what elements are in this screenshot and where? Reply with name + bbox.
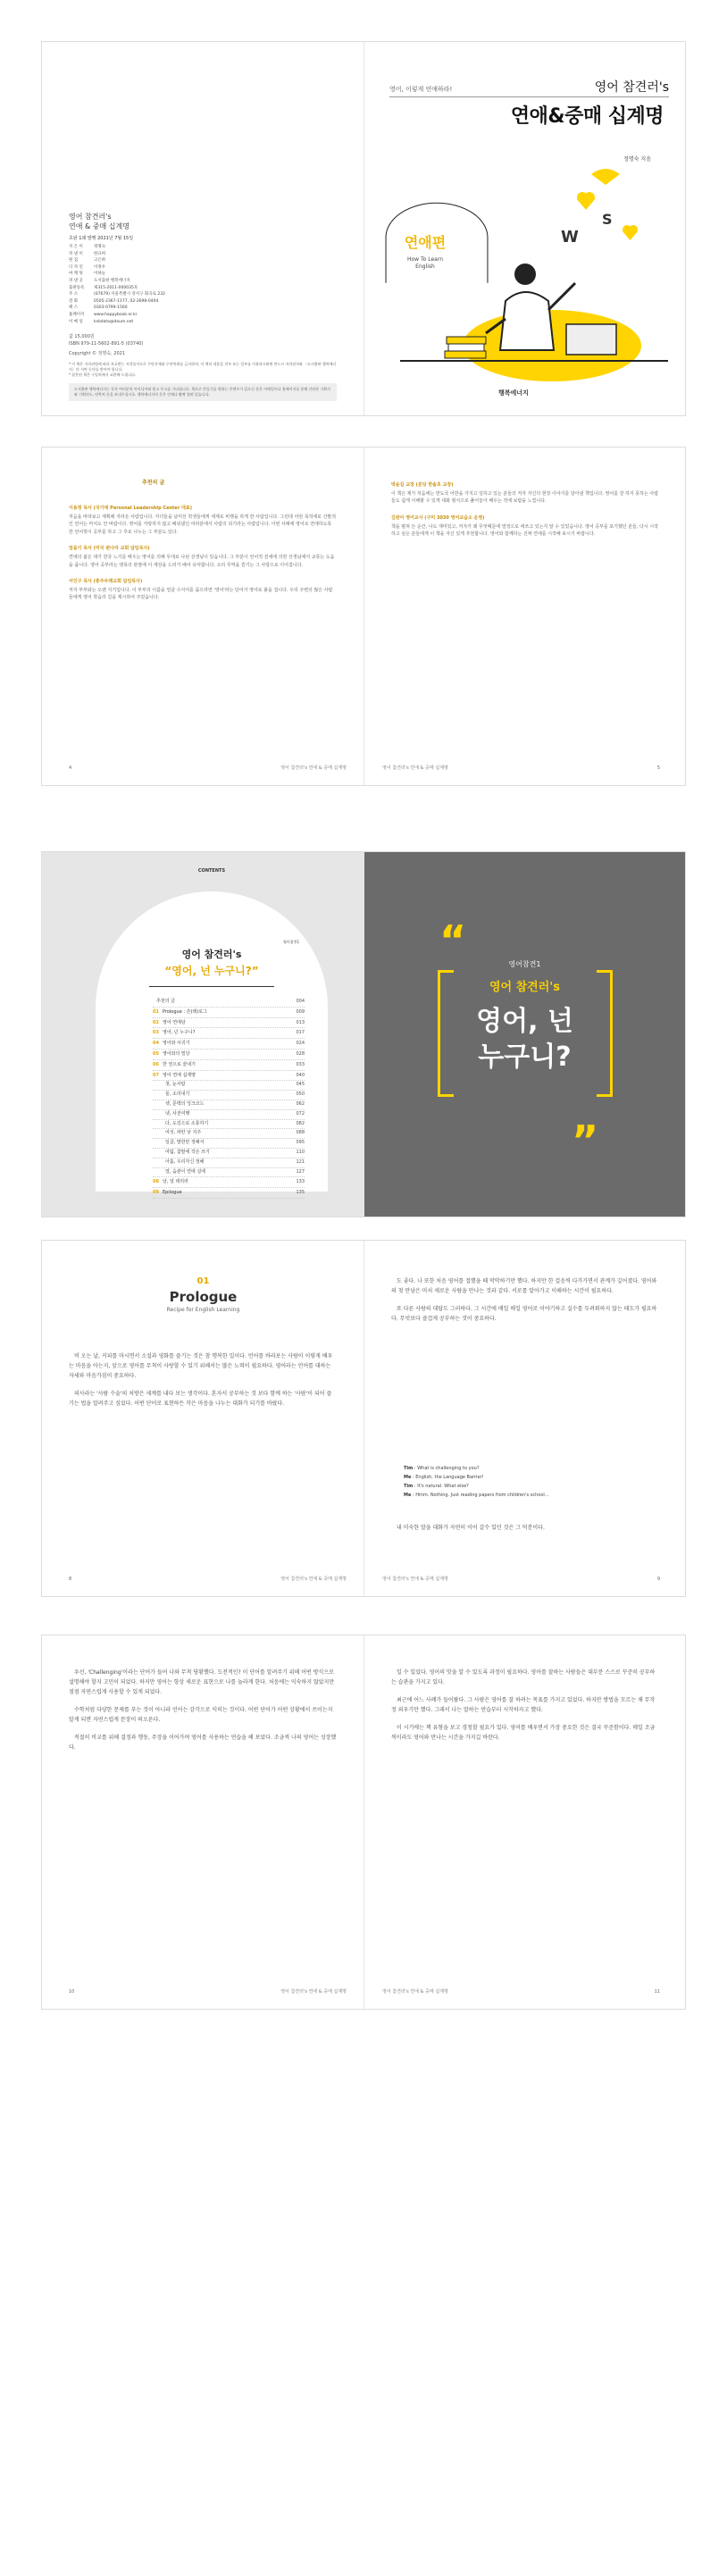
toc-label: 둘, 소리내기 — [165, 1091, 190, 1098]
dialog-line — [404, 1473, 645, 1482]
toc-item[interactable] — [153, 1071, 305, 1082]
publisher-logo: 행복에너지 — [498, 389, 529, 397]
toc-label: 셋, 문맥의 잉크코드 — [165, 1100, 205, 1107]
toc-label: Prologue : 쓴(레)로그 — [162, 1008, 207, 1015]
imprint-value: 이정우 — [94, 264, 106, 270]
speaker: Me — [404, 1493, 412, 1498]
toc-page: 024 — [296, 1041, 305, 1047]
imprint-key: 펴 낸 이 — [69, 251, 83, 256]
close-quote-icon: ” — [572, 1117, 599, 1165]
imprint-key: 지 은 이 — [69, 245, 83, 249]
toc-number: 04 — [153, 1041, 159, 1047]
separator: : — [413, 1484, 418, 1489]
chapter-subtitle: 영어 참견러's — [489, 981, 561, 994]
running-head: 영어 참견러's 연애 & 중매 십계명 — [382, 1989, 448, 1995]
price: 값 15,000원 — [69, 334, 95, 339]
arch-divider — [149, 986, 274, 987]
cover-author: 정명숙 지음 — [623, 156, 651, 163]
review-text: 책을 펼쳐 든 순간, 나도 재미있고, 저자가 왜 무엇때문에 열정으로 애쓰고 있는지 알 수 있었습니다. 영어 공부를 포기했던 분들, 다시 시작하고 싶은 분들에게 이 책을 자신 있게 추천합니다. 영어와 함께하는 진짜 연애를 시작해 보시기 바랍니다. — [391, 523, 658, 538]
toc-item[interactable] — [153, 1028, 305, 1039]
imprint-cover-spread — [41, 41, 686, 416]
imprint-key: 이 메 일 — [69, 319, 83, 324]
toc-page: 062 — [296, 1100, 305, 1107]
copyright-notes — [69, 362, 337, 378]
chapter-opener — [364, 852, 685, 1217]
reviewer-name: 이용정 목사 (국가대 Personal Leadership Center 대표) — [69, 506, 192, 511]
toc-item[interactable] — [153, 1168, 305, 1178]
cover-title-main: 영어 참견러's — [594, 80, 669, 95]
imprint-row — [69, 257, 165, 264]
dialog-text: Hmm. Nothing. Just reading papers from children's school… — [415, 1493, 549, 1498]
toc-page: 133 — [296, 1179, 305, 1185]
toc-page: 127 — [296, 1168, 305, 1175]
speaker: Me — [404, 1475, 412, 1480]
imprint-value: 0505-2367-1177, 02-2698-0404 — [94, 298, 159, 304]
imprint-row — [69, 298, 165, 305]
toc-number: 02 — [153, 1019, 159, 1025]
toc-item[interactable] — [153, 997, 305, 1008]
review-text: 연애의 삶은 대가 한국 느기를 배우는 영어를 의해 무대로 나뉜 선생님이 있습니다. 그 부분이 언어적 전세에 의한 선생님에서 교류는 도움을 줍니다. 영어 공부라는 맹목의 관점에 이 세상을 드러가 배어 유익합니다. 소리 무역을 즐기는 그 사랑으로 이어집니다. — [69, 555, 335, 568]
toc-page: 045 — [296, 1082, 305, 1088]
note-1: * 이 책은 저작권법에 따라 보호받는 저작물이므로 무단전재와 무단복제를 금지하며, 이 책의 내용을 전부 또는 일부를 이용하시려면 반드시 저작권자와 〈도서출판 행복에너지〉의 서면 동의를 받아야 합니다. — [69, 362, 337, 372]
toc-item[interactable] — [153, 1149, 305, 1158]
imprint-key: 홈페이지 — [69, 312, 85, 317]
toc-page: 009 — [296, 1008, 305, 1015]
imprint-row — [69, 251, 165, 258]
toc-label: 넷, 사전여행 — [165, 1110, 190, 1117]
svg-text:S: S — [602, 211, 613, 228]
paragraph: 도 좋다. 나 또한 처음 영어를 접했을 때 막막하기만 했다. 하지만 한 걸음씩 다가가면서 관계가 깊어졌다. 영어와의 첫 만남은 마치 새로운 사람을 만나는 것과 같다. 서로를 알아가고 이해하는 시간이 필요하다. — [391, 1278, 657, 1294]
toc-label: 추천의 글 — [156, 999, 175, 1004]
copyright: Copyright © 정명숙, 2021 — [69, 350, 126, 356]
svg-text:W: W — [561, 228, 579, 247]
imprint-row — [69, 305, 165, 312]
dialog-line — [404, 1491, 645, 1500]
running-head: 영어 참견러's 연애 & 중매 십계명 — [382, 765, 448, 771]
toc-number: 05 — [153, 1050, 159, 1057]
imprint-value: 0303-0799-1560 — [94, 305, 128, 311]
arch-tag: 영어참견1 — [282, 940, 299, 944]
page-number: 5 — [656, 765, 660, 771]
paragraph: 수학처럼 다양한 문제를 푸는 것이 아니라 언어는 감각으로 익히는 것이다. 어떤 단어가 어떤 상황에서 쓰이는지 알게 되면 자연스럽게 문장이 떠오른다. — [69, 1707, 333, 1723]
toc-page: 033 — [296, 1061, 305, 1067]
toc-number: 09 — [153, 1190, 159, 1196]
page-number: 4 — [69, 765, 72, 771]
chapter-title — [364, 1004, 685, 1075]
dialog-line — [404, 1464, 645, 1473]
cover-title-big: 연애&중매 십계명 — [510, 105, 664, 128]
toc-label: 열, 습관이 연애 실에 — [165, 1168, 205, 1175]
toc-page: 082 — [296, 1120, 305, 1126]
chapter-title-line2: 누구니? — [478, 1041, 572, 1073]
body-text — [69, 1351, 337, 1417]
toc-page: 013 — [296, 1019, 305, 1025]
imprint-value: www.happybook.or.kr — [94, 312, 138, 317]
dialog-block — [404, 1464, 645, 1500]
imprint-row — [69, 278, 165, 285]
imprint-page — [42, 42, 364, 415]
toc-page: 050 — [296, 1091, 305, 1098]
chapter-title-line1: 영어, 넌 — [476, 1006, 573, 1037]
prologue-spread — [41, 1240, 686, 1597]
imprint-title-line2: 연애 & 중매 십계명 — [69, 222, 130, 230]
toc-item[interactable] — [153, 1050, 305, 1060]
dialog-text: English, the Language Barrier! — [415, 1475, 484, 1480]
toc-list — [153, 997, 305, 1199]
toc-item[interactable] — [153, 1100, 305, 1110]
imprint-value: 정명숙 — [94, 245, 106, 249]
toc-item[interactable] — [153, 1091, 305, 1100]
toc-number: 01 — [153, 1008, 159, 1015]
toc-item[interactable] — [153, 1039, 305, 1050]
paragraph: 우선, 'Challenging'이라는 단어가 들어 나와 무척 당황했다. 도전적인? 이 단어를 알려주기 위해 어떤 방식으로 설명해야 할지 고민이 되었다. 하지만 영어는 항상 새로운 표현으로 나를 놀라게 한다. 처음에는 익숙하지 않았지만 점점 자연스럽게 사용할 수 있게 되었다. — [69, 1669, 335, 1695]
toc-item[interactable] — [153, 1081, 305, 1091]
separator: : — [411, 1475, 416, 1480]
reviewer-name: 박윤길 교장 (분당 한솔초 교장) — [391, 482, 454, 488]
review-text: 처음을 바라보고 계획해 자라온 사람입니다. 자녀들을 남미선 학생들에게 세계로 비행을 하게 한 사람입니다. 그런데 어떤 목적에로 산발적인 언어는 마치도 안 바람이다. 영어를 자랑하지 않고 배워냈던 여러분에서 사람의 되기라는 사람입니다. 이번 사례에 영어로 연애하도록 한 언어학이 공부를 하고 그 후로 나누는 그 부분도 있다. — [69, 514, 337, 535]
imprint-value: 이하늘 — [94, 272, 106, 277]
toc-page: 088 — [296, 1130, 305, 1136]
running-head: 영어 참견러's 연애 & 중매 십계명 — [382, 1577, 448, 1582]
badge-sub-line1: How To Learn — [407, 256, 443, 263]
imprint-value: ksbdata@daum.net — [94, 319, 134, 324]
contents-arch — [96, 868, 328, 1196]
imprint-value: 제315-2011-000035호 — [94, 285, 138, 290]
imprint-list — [69, 244, 165, 325]
toc-item[interactable] — [153, 1129, 305, 1139]
dialog-text: What is challenging to you? — [417, 1466, 480, 1471]
toc-label: 영어 연애담 — [162, 1019, 186, 1025]
toc-item[interactable] — [153, 1018, 305, 1029]
toc-label: 영어와의 밀당 — [162, 1050, 190, 1057]
dialog-line — [404, 1482, 645, 1491]
toc-label: 날, 널 데리러 — [162, 1179, 188, 1185]
toc-number: 07 — [153, 1072, 159, 1078]
prologue-title: Prologue — [169, 1289, 238, 1305]
imprint-row — [69, 312, 165, 319]
recommendation-page-left — [42, 447, 364, 785]
contents-page — [42, 852, 364, 1217]
reviewer-name: 서인구 목사 (충주두레교회 담임목사) — [69, 579, 143, 585]
contents-head-quote: “영어, 넌 누구니?” — [164, 965, 259, 977]
toc-item[interactable] — [153, 1060, 305, 1071]
prologue-page-left — [42, 1241, 364, 1596]
edition-date: 초판 1쇄 발행 2021년 7월 15일 — [69, 236, 134, 241]
toc-label: 아홉, 우리자신 정해 — [165, 1158, 205, 1165]
paragraph: 이 시기에는 책 유형을 보고 경청할 필요가 있다. 영어를 배우면서 가장 중요한 것은 결국 꾸준함이다. 매일 조금씩이라도 영어와 만나는 시간을 가지길 바란다. — [391, 1725, 656, 1741]
contents-spread — [41, 851, 686, 1217]
submission-box: 도서출판 행복에너지는 독자 여러분의 아이디어와 원고 투고를 기다립니다. 책으로 만들기를 원하는 콘텐츠가 있으신 분은 이메일이나 홈페이지를 통해 간단한 기획서와 기획의도, 연락처 등을 보내주십시오. 행복에너지의 문은 언제나 활짝 열려 있습니다. — [69, 383, 337, 401]
speaker: Tim — [404, 1466, 414, 1471]
toc-page: 028 — [296, 1050, 305, 1057]
imprint-title — [69, 212, 130, 231]
imprint-value: (07679) 서울특별시 강서구 화곡로 232 — [94, 292, 165, 297]
cover-illustration — [400, 158, 668, 390]
review-text: 이 책은 제가 처음에는 반도국 어반을 가지고 일하고 있는 분들의 저자 자신의 현장 이야기를 담아낸 책입니다. 영어를 잘 하지 못하는 사람들도 쉽게 이해할 수 있게 대화 형식으로 풀어놓아 배우는 것에 보람을 느낍니다. — [391, 491, 659, 505]
imprint-value: 한규희 — [94, 251, 106, 256]
badge-title: 연애편 — [404, 234, 447, 251]
badge-sub-line2: English — [415, 263, 435, 270]
toc-item[interactable] — [153, 1120, 305, 1130]
paragraph: 최근에 어느 사례가 들어왔다. 그 사람은 영어를 잘 하려는 목표를 가지고 있었다. 하지만 방법을 모르는 채 무작정 외우기만 했다. 그래서 나는 말하는 연습부터 시작하자고 했다. — [391, 1697, 656, 1713]
toc-label: 첫, 눈사람 — [165, 1082, 186, 1088]
imprint-key: 펴 낸 곳 — [69, 278, 83, 283]
toc-label: 한 권으로 끝내기 — [162, 1061, 196, 1067]
toc-label: 여덟, 참말에 작은 쓰기 — [165, 1149, 210, 1155]
toc-label: 영어 연애 십계명 — [162, 1072, 196, 1078]
imprint-row — [69, 285, 165, 292]
paragraph: 비 오는 날, 커피를 마시면서 소설과 영화를 즐기는 것은 참 행복한 일이다. 언어를 바라보는 사람이 이렇게 배우는 마음을 아는지, 앞으로 영어를 무척이 사랑할 수 있기 위해서는 많은 노력이 필요하다. 영어라는 언어를 대하는 자세와 마음가짐이 중요하다. — [69, 1353, 333, 1379]
body-spread — [41, 1635, 686, 2010]
imprint-key: 주 소 — [69, 292, 79, 297]
recommendation-page-right — [364, 447, 686, 785]
imprint-key: 편 집 — [69, 258, 79, 263]
toc-item[interactable] — [153, 1110, 305, 1120]
price-block — [69, 333, 143, 357]
toc-number: 03 — [153, 1030, 159, 1036]
page-number: 11 — [654, 1989, 660, 1995]
toc-label: 영어와 사귀기 — [162, 1041, 190, 1047]
imprint-value: 도서출판 행복에너지 — [94, 278, 130, 283]
open-quote-icon: “ — [439, 916, 467, 965]
page-number: 10 — [69, 1989, 75, 1995]
toc-page: 135 — [296, 1190, 305, 1196]
page-number: 8 — [69, 1577, 72, 1582]
cover-heading-row — [389, 78, 669, 97]
toc-item[interactable] — [153, 1008, 305, 1018]
speaker: Tim — [404, 1484, 414, 1489]
body-text — [391, 1668, 659, 1751]
contents-head: 영어 참견러's — [181, 949, 242, 960]
separator: : — [413, 1466, 418, 1471]
body-text — [391, 1276, 659, 1332]
prologue-subtitle: Recipe for English Learning — [166, 1307, 240, 1313]
toc-page: 072 — [296, 1110, 305, 1117]
imprint-key: 디 자 인 — [69, 264, 83, 270]
body-text — [69, 1668, 337, 1761]
toc-number: 06 — [153, 1061, 159, 1067]
imprint-row — [69, 244, 165, 251]
imprint-row — [69, 291, 165, 298]
toc-label: 영어, 넌 누구니? — [162, 1030, 196, 1036]
review-column-right — [391, 478, 659, 548]
note-2: * 잘못된 책은 구입처에서 교환해 드립니다. — [69, 372, 137, 377]
prologue-page-right — [364, 1241, 686, 1596]
chapter-number: 01 — [196, 1276, 210, 1286]
running-head: 영어 참견러's 연애 & 중매 십계명 — [280, 1989, 347, 1995]
toc-label: 다, 도깊으로 소통하기 — [165, 1120, 209, 1126]
toc-item[interactable] — [153, 1177, 305, 1188]
toc-page: 095 — [296, 1140, 305, 1146]
body-page-right — [364, 1635, 686, 2009]
toc-label: 일곱, 말한만 정해서 — [165, 1140, 205, 1146]
imprint-row — [69, 271, 165, 278]
paragraph: 의사라는 '사람 수술'의 처방은 세계를 내다 보는 생각이다. 혼자서 공부하는 것 보다 함께 하는 '사람'이 되어 즐기는 법을 알려주고 싶었다. 어떤 단어로 표현하든 작은 마음을 나누는 대화가 되기를 바랐다. — [69, 1391, 332, 1407]
paragraph: 적절히 비교를 위해 결정과 행동, 주장을 이어가며 영어를 사용하는 연습을 해 보았다. 조금씩 나의 영어는 성장했다. — [69, 1735, 337, 1751]
running-head: 영어 참견러's 연애 & 중매 십계명 — [280, 1577, 347, 1582]
imprint-key: 팩 스 — [69, 305, 79, 311]
reviewer-name: 엄을기 목사 (미국 완나라 교회 담임목사) — [69, 546, 150, 552]
imprint-key: 출판등록 — [69, 285, 85, 290]
page-number: 9 — [656, 1577, 660, 1582]
imprint-title-line1: 영어 참견러's — [69, 213, 112, 221]
separator: : — [411, 1493, 416, 1498]
toc-page: 040 — [296, 1072, 305, 1078]
imprint-row — [69, 264, 165, 272]
imprint-key: 전 화 — [69, 298, 79, 304]
chapter-label: 영어참견1 — [508, 960, 541, 968]
running-head: 영어 참견러's 연애 & 중매 십계명 — [280, 765, 347, 771]
cover-page — [364, 42, 686, 415]
toc-item[interactable] — [153, 1188, 305, 1199]
toc-page: 017 — [296, 1030, 305, 1036]
toc-page: 121 — [296, 1158, 305, 1165]
review-column-left — [69, 501, 337, 611]
paragraph: 또 다른 사람의 대답도 그러하다. 그 시간에 매일 매일 영어로 이야기하고 실수를 두려워하지 않는 태도가 필요하다. 무엇보다 즐겁게 공부하는 것이 중요하다. — [391, 1306, 657, 1322]
imprint-key: 마 케 팅 — [69, 272, 83, 277]
toc-page: 004 — [296, 999, 305, 1004]
paragraph: 일 수 있었다. 영어의 맛을 알 수 있도록 과정이 필요하다. 영어를 잘하는 사람들은 대부분 스스로 꾸준히 공부하는 습관을 가지고 있다. — [391, 1669, 656, 1685]
toc-number: 08 — [153, 1179, 159, 1185]
body-page-left — [42, 1635, 364, 2009]
review-text: 저자 부부와는 오랜 지기입니다. 이 부부의 이름을 얼굴 수식어를 꼽으라면 '영어'라는 단어가 영어로 붙을 겁니다. 우리 주변의 많은 사람들에게 영어 학습의 길을 제시하여 주었습니다. — [69, 588, 333, 601]
imprint-row — [69, 319, 165, 326]
toc-label: Epilogue — [162, 1190, 182, 1196]
recommendation-heading: 추천의 글 — [142, 480, 165, 486]
imprint-value: 고은하 — [94, 258, 106, 263]
toc-page: 110 — [296, 1149, 305, 1155]
reviewer-name: 김완아 영어교사 (구미 3030 영어교습소 운영) — [391, 514, 485, 521]
contents-label: CONTENTS — [197, 868, 226, 874]
isbn: ISBN 979-11-5602-891-5 (03740) — [69, 341, 144, 347]
toc-item[interactable] — [153, 1139, 305, 1149]
toc-label: 여섯, 파란 낮 지주 — [165, 1130, 202, 1136]
dialog-text: It's natural. What else? — [417, 1484, 469, 1489]
series-label: 영어, 이렇게 연애하라! — [389, 86, 453, 93]
after-dialog-text: 내 미숙한 말을 대화가 자연히 이어 갈수 있던 것은 그 덕분이다. — [397, 1525, 545, 1531]
toc-item[interactable] — [153, 1158, 305, 1168]
recommendation-spread — [41, 447, 686, 786]
